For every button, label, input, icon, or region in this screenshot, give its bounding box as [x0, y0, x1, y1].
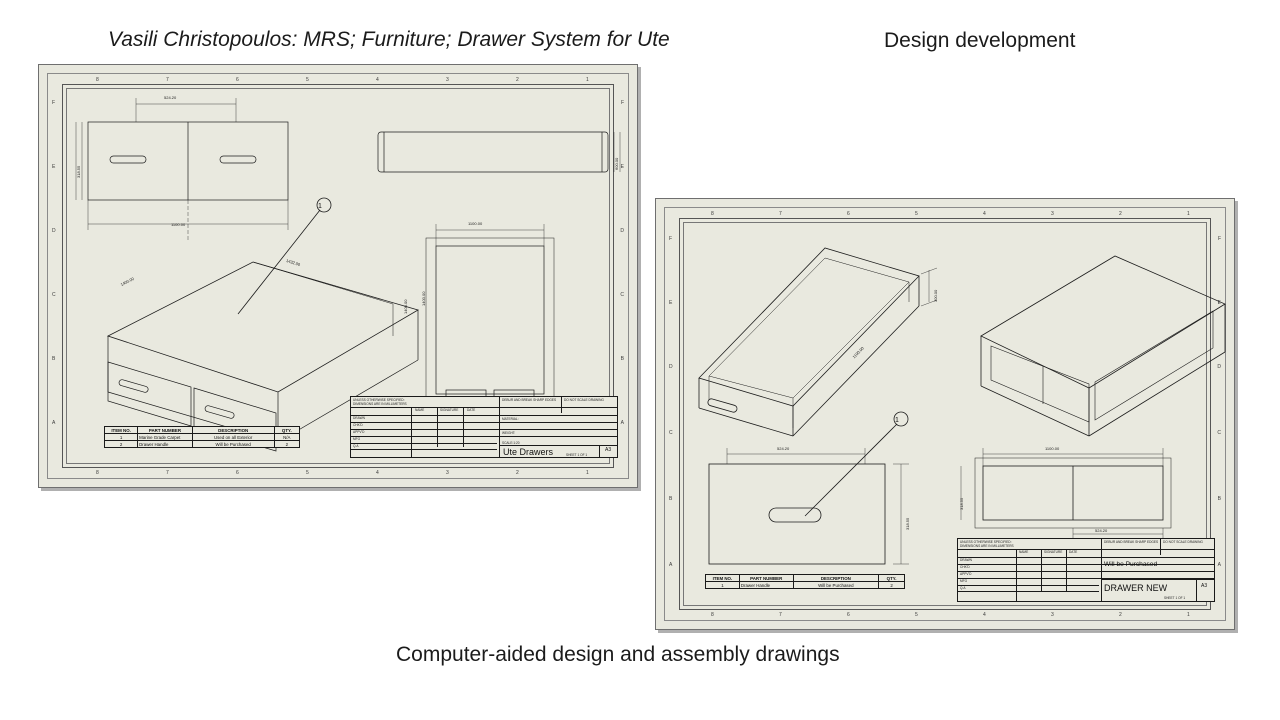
zone-number: 5: [915, 211, 918, 217]
zone-number: 2: [516, 470, 519, 476]
zone-letter: D: [1217, 364, 1221, 370]
zone-number: 7: [779, 211, 782, 217]
zone-letter: D: [52, 228, 56, 234]
bom-header-cell: QTY.: [879, 575, 905, 582]
title-block: [350, 396, 618, 458]
title-block-field: SHEET 1 OF 1: [566, 453, 588, 457]
bom-cell: Drawer Handle: [138, 441, 193, 448]
title-block-field: DATE: [467, 408, 476, 412]
zone-number: 1: [1187, 612, 1190, 618]
zone-number: 3: [446, 470, 449, 476]
table-header-row: [105, 427, 300, 434]
title-block-field: SHEET 1 OF 1: [1164, 596, 1186, 600]
title-block-notes: DIMENSIONS ARE IN MILLIMETERS: [960, 544, 1014, 548]
bom-cell: 2: [105, 441, 138, 448]
dimension-label: 1100.00: [1045, 446, 1060, 451]
zone-number: 5: [915, 612, 918, 618]
zone-letter: C: [1217, 430, 1221, 436]
bom-header-cell: PART NUMBER: [138, 427, 193, 434]
bom-cell: Will be Purchased: [793, 582, 879, 589]
bom-cell: N/A: [274, 434, 299, 441]
bom-cell: Marine Grade Carpet: [138, 434, 193, 441]
zone-letter: A: [1217, 562, 1221, 568]
drawing-title: Ute Drawers: [503, 447, 554, 457]
title-block-field: SIGNATURE: [1044, 550, 1063, 554]
bom-cell: Will be Purchased: [192, 441, 274, 448]
zone-letter: B: [52, 356, 56, 362]
assembly-drawing-sheet: [38, 64, 638, 488]
zone-letter: B: [620, 356, 624, 362]
drawing-title: DRAWER NEW: [1104, 583, 1168, 593]
page-subtitle: Design development: [884, 29, 1076, 52]
zone-number: 5: [306, 77, 309, 83]
dimension-label: 1432.00: [285, 257, 301, 268]
svg-text:1: 1: [895, 417, 899, 424]
dimension-label: 318.55: [905, 517, 910, 530]
dimension-label: 1400.00: [403, 299, 408, 314]
sheet-size-label: A3: [605, 447, 612, 453]
zone-number: 8: [711, 612, 714, 618]
zone-number: 6: [236, 77, 239, 83]
bom-cell: Used on all Exterior: [192, 434, 274, 441]
bom-header-cell: DESCRIPTION: [793, 575, 879, 582]
title-block-field: MATERIAL:: [502, 417, 519, 421]
dimension-label: 318.55: [76, 165, 81, 178]
title-block-field: NAME: [415, 408, 425, 412]
title-block-field: Q.A: [960, 586, 966, 590]
zone-letter: A: [669, 562, 673, 568]
zone-number: 6: [847, 211, 850, 217]
title-block-field: Q.A: [353, 444, 359, 448]
bom-cell: 1: [706, 582, 740, 589]
title-block-field: APPV'D: [353, 430, 365, 434]
zone-letter: F: [669, 236, 673, 242]
dimension-label: 318.55: [959, 497, 964, 510]
title-block-field: DATE: [1069, 550, 1078, 554]
title-block-field: DRAWN: [960, 558, 972, 562]
dimension-label: 1100.00: [468, 221, 483, 226]
title-block-field: MFG: [353, 437, 361, 441]
zone-letter: C: [52, 292, 56, 298]
zone-number: 4: [376, 470, 379, 476]
zone-letter: A: [52, 420, 56, 426]
zone-number: 1: [586, 470, 589, 476]
drawer-part-drawing-sheet: [655, 198, 1235, 630]
zone-number: 6: [236, 470, 239, 476]
bom-header-cell: ITEM NO.: [105, 427, 138, 434]
zone-number: 6: [847, 612, 850, 618]
zone-number: 8: [711, 211, 714, 217]
zone-letter: F: [620, 100, 624, 106]
title-block-field: MFG: [960, 579, 968, 583]
zone-number: 8: [96, 470, 99, 476]
title-block-field: DO NOT SCALE DRAWING: [1163, 540, 1203, 544]
zone-number: 7: [779, 612, 782, 618]
bom-cell: Drawer Handle: [739, 582, 793, 589]
zone-number: 3: [1051, 211, 1054, 217]
zone-letter: E: [620, 164, 624, 170]
zone-letter: E: [52, 164, 56, 170]
zone-letter: F: [1217, 236, 1221, 242]
title-block-notes: UNLESS OTHERWISE SPECIFIED:: [960, 540, 1012, 544]
zone-number: 8: [96, 77, 99, 83]
svg-text:1: 1: [318, 203, 322, 210]
zone-number: 3: [1051, 612, 1054, 618]
zone-letter: E: [1217, 300, 1221, 306]
title-block-field: DRAWN: [353, 416, 365, 420]
bom-header-cell: QTY.: [274, 427, 299, 434]
title-block-field: DEBUR AND BREAK SHARP EDGES: [1104, 540, 1159, 544]
dimension-label: 524.20: [1095, 528, 1108, 533]
zone-number: 2: [1119, 612, 1122, 618]
table-row: [105, 441, 300, 448]
bom-header-cell: PART NUMBER: [739, 575, 793, 582]
zone-letter: A: [620, 420, 624, 426]
zone-letter: B: [1217, 496, 1221, 502]
bill-of-materials-table: [104, 426, 300, 448]
bom-cell: 1: [105, 434, 138, 441]
drawing-note: Will be Purchased: [1104, 561, 1158, 568]
zone-letter: D: [669, 364, 673, 370]
title-block-field: APPV'D: [960, 572, 972, 576]
title-block-field: DEBUR AND BREAK SHARP EDGES: [502, 398, 557, 402]
title-block: [957, 538, 1215, 602]
zone-letter: E: [669, 300, 673, 306]
table-header-row: [706, 575, 905, 582]
zone-number: 1: [1187, 211, 1190, 217]
zone-number: 7: [166, 77, 169, 83]
zone-number: 4: [983, 612, 986, 618]
zone-letter: F: [52, 100, 56, 106]
table-row: [105, 434, 300, 441]
zone-number: 1: [586, 77, 589, 83]
zone-number: 4: [376, 77, 379, 83]
dimension-label: 300.00: [933, 289, 938, 302]
zone-number: 7: [166, 470, 169, 476]
bill-of-materials-table: [705, 574, 905, 589]
zone-number: 3: [446, 77, 449, 83]
title-block-field: CHK'D: [960, 565, 970, 569]
bom-cell: 2: [879, 582, 905, 589]
dimension-label: 1400.00: [421, 291, 426, 306]
zone-letter: B: [669, 496, 673, 502]
title-block-field: NAME: [1019, 550, 1029, 554]
bom-header-cell: DESCRIPTION: [192, 427, 274, 434]
zone-number: 5: [306, 470, 309, 476]
bom-cell: 2: [274, 441, 299, 448]
zone-letter: C: [669, 430, 673, 436]
zone-number: 2: [516, 77, 519, 83]
dimension-label: 1400.00: [119, 275, 135, 288]
zone-letter: C: [620, 292, 624, 298]
title-block-field: SCALE:1:20: [502, 441, 520, 445]
sheet-paper: [664, 207, 1226, 621]
sheet-size-label: A3: [1201, 583, 1208, 589]
title-block-field: CHK'D: [353, 423, 363, 427]
zone-number: 2: [1119, 211, 1122, 217]
bom-header-cell: ITEM NO.: [706, 575, 740, 582]
dimension-label: 1100.00: [851, 345, 865, 360]
page-caption: Computer-aided design and assembly drawings: [396, 643, 840, 666]
dimension-label: 524.20: [164, 95, 177, 100]
title-block-field: WEIGHT:: [502, 431, 516, 435]
zone-letter: D: [620, 228, 624, 234]
dimension-label: 1100.00: [171, 222, 186, 227]
dimension-label: 524.20: [777, 446, 790, 451]
sheet-paper: [47, 73, 629, 479]
dimension-label: 600.00: [614, 157, 619, 170]
page-title: Vasili Christopoulos: MRS; Furniture; Drawer System for Ute: [108, 28, 670, 51]
title-block-notes: DIMENSIONS ARE IN MILLIMETERS: [353, 402, 407, 406]
title-block-field: DO NOT SCALE DRAWING: [564, 398, 604, 402]
table-row: [706, 582, 905, 589]
title-block-field: SIGNATURE: [440, 408, 459, 412]
title-block-notes: UNLESS OTHERWISE SPECIFIED:: [353, 398, 405, 402]
zone-number: 4: [983, 211, 986, 217]
